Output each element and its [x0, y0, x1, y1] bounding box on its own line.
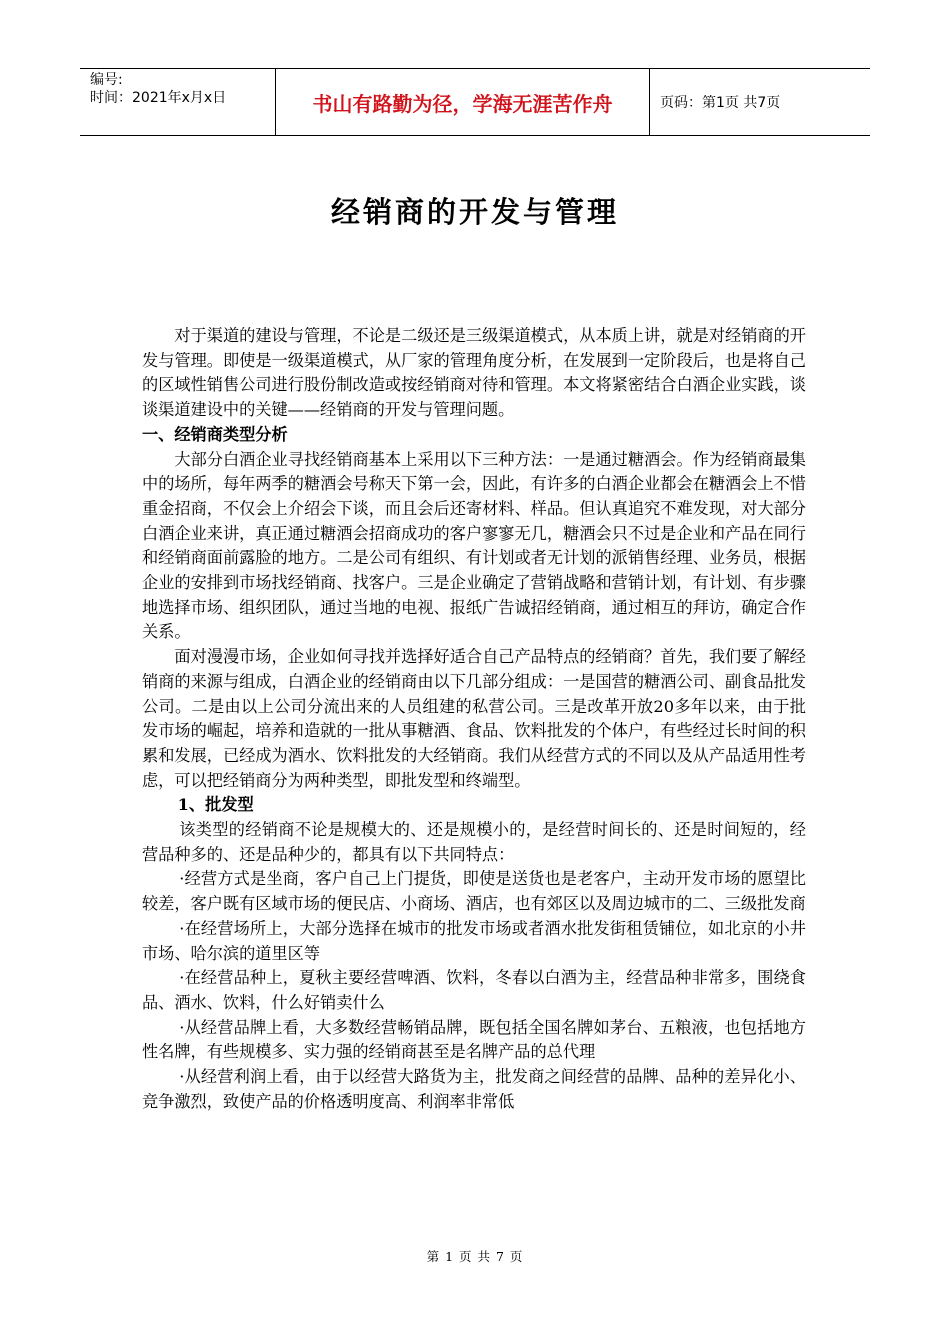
header-motto-cell: [276, 69, 650, 135]
section-heading: 一、经销商类型分析: [142, 424, 288, 444]
section-paragraph: 大部分白酒企业寻找经销商基本上采用以下三种方法：一是通过糖酒会。作为经销商最集中的场所，每年两季的糖酒会号称天下第一会，因此，有许多的白酒企业都会在糖酒会上不惜重金招商，不仅会上介绍会下谈，而且会后还寄材料、样品。但认真追究不难发现，对大部分白酒企业来讲，真正通过糖酒会招商成功的客户寥寥无几，糖酒会只不过是企业和产品在同行和经销商面前露脸的地方。二是公司有组织、有计划或者无计划的派销售经理、业务员，根据企业的安排到市场找经销商、找客户。三是企业确定了营销战略和营销计划，有计划、有步骤地选择市场、组织团队，通过当地的电视、报纸广告诚招经销商，通过相互的拜访，确定合作关系。: [142, 449, 806, 642]
list-item: ·经营方式是坐商，客户自己上门提货，即使是送货也是老客户，主动开发市场的愿望比较差，客户既有区域市场的便民店、小商场、酒店，也有郊区以及周边城市的二、三级批发商: [142, 869, 806, 914]
page-footer: 第 1 页 共 7 页: [426, 1249, 524, 1264]
header-motto: 书山有路勤为径，学海无涯苦作舟: [312, 91, 613, 116]
header-page-label: 页码：第1页 共7页: [660, 95, 781, 111]
intro-paragraph: 对于渠道的建设与管理，不论是二级还是三级渠道模式，从本质上讲，就是对经销商的开发与管理。即使是一级渠道模式，从厂家的管理角度分析，在发展到一定阶段后，也是将自己的区域性销售公司进行股份制改造或按经销商对待和管理。本文将紧密结合白酒企业实践，谈谈渠道建设中的关键——经销商的开发与管理问题。: [142, 326, 806, 420]
document-number-label: 编号:: [90, 72, 123, 88]
list-item: ·在经营场所上，大部分选择在城市的批发市场或者酒水批发街租赁铺位，如北京的小井市场、哈尔滨的道里区等: [142, 918, 806, 963]
document-body: [142, 324, 806, 1115]
subsection-heading: 1、批发型: [177, 795, 254, 815]
list-item: ·从经营品牌上看，大多数经营畅销品牌，既包括全国名牌如茅台、五粮液，也包括地方性名牌，有些规模多、实力强的经销商甚至是名牌产品的总代理: [142, 1017, 806, 1062]
header-page-cell: [650, 69, 870, 135]
subsection-paragraph: 该类型的经销商不论是规模大的、还是规模小的，是经营时间长的、还是时间短的，经营品种多的、还是品种少的，都具有以下共同特点：: [142, 820, 806, 864]
list-item: ·从经营利润上看，由于以经营大路货为主，批发商之间经营的品牌、品种的差异化小、竞争激烈，致使产品的价格透明度高、利润率非常低: [142, 1067, 806, 1111]
list-item: ·在经营品种上，夏秋主要经营啤酒、饮料，冬春以白酒为主，经营品种非常多，围绕食品、酒水、饮料，什么好销卖什么: [142, 968, 806, 1012]
section-paragraph: 面对漫漫市场，企业如何寻找并选择好适合自己产品特点的经销商？首先，我们要了解经销商的来源与组成，白酒企业的经销商由以下几部分组成：一是国营的糖酒公司、副食品批发公司。二是由以上公司分流出来的人员组建的私营公司。三是改革开放20多年以来，由于批发市场的崛起，培养和造就的一批从事糖酒、食品、饮料批发的个体户，有些经过长时间的积累和发展，已经成为酒水、饮料批发的大经销商。我们从经营方式的不同以及从产品适用性考虑，可以把经销商分为两种类型，即批发型和终端型。: [142, 647, 806, 790]
document-header: [80, 68, 870, 136]
document-title: 经销商的开发与管理: [330, 195, 619, 229]
header-meta-cell: [80, 69, 276, 135]
document-date-label: 时间：2021年x月x日: [90, 90, 227, 106]
